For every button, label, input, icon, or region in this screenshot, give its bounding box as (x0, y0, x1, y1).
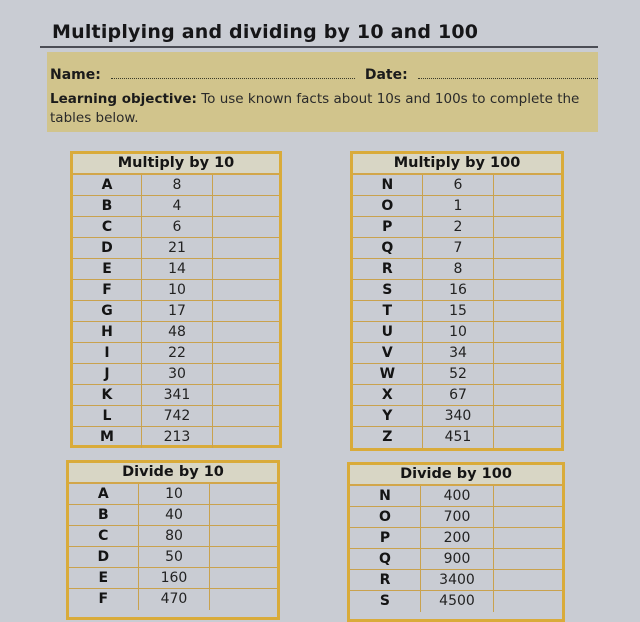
answer-cell[interactable] (494, 175, 561, 195)
table-row (73, 385, 279, 406)
row-value: 17 (142, 301, 213, 321)
answer-cell[interactable] (494, 385, 561, 405)
row-value: 67 (423, 385, 495, 405)
row-value: 16 (423, 280, 495, 300)
row-value: 40 (139, 505, 211, 525)
table-heading: Divide by 10 (69, 463, 277, 484)
row-value: 14 (142, 259, 213, 279)
row-letter: R (353, 259, 423, 279)
row-value: 30 (142, 364, 213, 384)
row-letter: B (69, 505, 139, 525)
answer-cell[interactable] (494, 427, 561, 448)
answer-cell[interactable] (213, 217, 279, 237)
table-row (353, 385, 561, 406)
answer-cell[interactable] (494, 238, 561, 258)
table-row (353, 259, 561, 280)
row-letter: Q (350, 549, 421, 569)
row-letter: E (73, 259, 142, 279)
table-row (353, 217, 561, 238)
table-row (350, 549, 562, 570)
row-value: 7 (423, 238, 495, 258)
table-row (73, 343, 279, 364)
name-date-row (50, 66, 598, 84)
row-letter: D (73, 238, 142, 258)
table-row (73, 280, 279, 301)
row-letter: Y (353, 406, 423, 426)
row-value: 8 (142, 175, 213, 195)
row-value: 50 (139, 547, 211, 567)
row-letter: P (353, 217, 423, 237)
table-row (69, 568, 277, 589)
answer-cell[interactable] (494, 364, 561, 384)
table-row (353, 280, 561, 301)
answer-cell[interactable] (494, 570, 562, 590)
row-value: 700 (421, 507, 494, 527)
table-row (353, 427, 561, 448)
row-letter: V (353, 343, 423, 363)
table-row (350, 507, 562, 528)
row-value: 742 (142, 406, 213, 426)
answer-cell[interactable] (210, 526, 277, 546)
row-letter: O (350, 507, 421, 527)
info-box (47, 52, 598, 132)
row-letter: A (73, 175, 142, 195)
row-value: 451 (423, 427, 495, 448)
row-letter: F (73, 280, 142, 300)
answer-cell[interactable] (213, 343, 279, 363)
row-value: 160 (139, 568, 211, 588)
table-row (353, 175, 561, 196)
answer-cell[interactable] (494, 322, 561, 342)
table-multiply-by-100 (350, 151, 564, 451)
row-letter: T (353, 301, 423, 321)
row-value: 3400 (421, 570, 494, 590)
name-label: Name: (50, 67, 101, 83)
row-value: 15 (423, 301, 495, 321)
table-multiply-by-10 (70, 151, 282, 448)
answer-cell[interactable] (213, 196, 279, 216)
row-value: 400 (421, 486, 494, 506)
row-letter: H (73, 322, 142, 342)
row-value: 1 (423, 196, 495, 216)
objective-text: To use known facts about 10s and 100s to complete the tables below. (50, 91, 580, 126)
row-value: 10 (139, 484, 211, 504)
row-value: 470 (139, 589, 211, 610)
answer-cell[interactable] (494, 301, 561, 321)
row-letter: S (350, 591, 421, 612)
row-value: 10 (142, 280, 213, 300)
answer-cell[interactable] (494, 549, 562, 569)
row-letter: B (73, 196, 142, 216)
table-row (73, 259, 279, 280)
table-row (353, 406, 561, 427)
table-row (350, 528, 562, 549)
answer-cell[interactable] (213, 175, 279, 195)
row-letter: X (353, 385, 423, 405)
table-row (69, 505, 277, 526)
answer-cell[interactable] (494, 528, 562, 548)
row-value: 4500 (421, 591, 494, 612)
row-letter: A (69, 484, 139, 504)
table-row (69, 589, 277, 610)
row-letter: U (353, 322, 423, 342)
table-row (350, 570, 562, 591)
table-row (73, 175, 279, 196)
row-letter: K (73, 385, 142, 405)
row-value: 48 (142, 322, 213, 342)
row-letter: Z (353, 427, 423, 448)
row-value: 900 (421, 549, 494, 569)
row-letter: J (73, 364, 142, 384)
table-row (69, 484, 277, 505)
answer-cell[interactable] (213, 406, 279, 426)
answer-cell[interactable] (213, 280, 279, 300)
objective-label: Learning objective: (50, 91, 197, 107)
table-row (69, 526, 277, 547)
answer-cell[interactable] (210, 589, 277, 610)
row-value: 8 (423, 259, 495, 279)
table-row (353, 343, 561, 364)
table-row (73, 217, 279, 238)
row-value: 10 (423, 322, 495, 342)
row-letter: L (73, 406, 142, 426)
table-divide-by-100 (347, 462, 565, 622)
row-value: 80 (139, 526, 211, 546)
row-value: 4 (142, 196, 213, 216)
answer-cell[interactable] (210, 505, 277, 525)
answer-cell[interactable] (213, 364, 279, 384)
row-letter: R (350, 570, 421, 590)
answer-cell[interactable] (213, 259, 279, 279)
row-letter: Q (353, 238, 423, 258)
row-value: 341 (142, 385, 213, 405)
worksheet-title: Multiplying and dividing by 10 and 100 (52, 21, 479, 43)
row-value: 34 (423, 343, 495, 363)
table-row (73, 364, 279, 385)
answer-cell[interactable] (213, 238, 279, 258)
learning-objective (50, 90, 590, 128)
row-letter: C (69, 526, 139, 546)
answer-cell[interactable] (210, 484, 277, 504)
table-row (353, 364, 561, 385)
table-row (353, 238, 561, 259)
row-letter: M (73, 427, 142, 448)
row-letter: C (73, 217, 142, 237)
date-label: Date: (364, 67, 408, 83)
row-value: 22 (142, 343, 213, 363)
table-row (353, 322, 561, 343)
row-value: 213 (142, 427, 213, 448)
table-row (350, 486, 562, 507)
answer-cell[interactable] (494, 406, 561, 426)
row-letter: S (353, 280, 423, 300)
table-row (73, 301, 279, 322)
table-row (69, 547, 277, 568)
answer-cell[interactable] (213, 427, 279, 448)
row-value: 200 (421, 528, 494, 548)
row-value: 52 (423, 364, 495, 384)
answer-cell[interactable] (494, 259, 561, 279)
row-letter: W (353, 364, 423, 384)
table-row (73, 427, 279, 448)
row-value: 6 (142, 217, 213, 237)
answer-cell[interactable] (494, 343, 561, 363)
answer-cell[interactable] (213, 322, 279, 342)
row-letter: D (69, 547, 139, 567)
date-field[interactable] (418, 66, 598, 79)
table-divide-by-10 (66, 460, 280, 620)
row-letter: E (69, 568, 139, 588)
table-row (353, 196, 561, 217)
table-row (73, 196, 279, 217)
answer-cell[interactable] (494, 486, 562, 506)
row-letter: F (69, 589, 139, 610)
row-letter: G (73, 301, 142, 321)
row-value: 6 (423, 175, 495, 195)
table-row (73, 238, 279, 259)
table-row (73, 406, 279, 427)
answer-cell[interactable] (494, 507, 562, 527)
answer-cell[interactable] (210, 547, 277, 567)
title-underline (40, 46, 598, 48)
row-letter: O (353, 196, 423, 216)
answer-cell[interactable] (210, 568, 277, 588)
row-value: 2 (423, 217, 495, 237)
row-letter: P (350, 528, 421, 548)
row-letter: N (353, 175, 423, 195)
table-heading: Divide by 100 (350, 465, 562, 486)
answer-cell[interactable] (494, 196, 561, 216)
table-heading: Multiply by 100 (353, 154, 561, 175)
answer-cell[interactable] (494, 217, 561, 237)
table-row (353, 301, 561, 322)
row-letter: N (350, 486, 421, 506)
row-letter: I (73, 343, 142, 363)
answer-cell[interactable] (494, 280, 561, 300)
table-row (73, 322, 279, 343)
name-field[interactable] (111, 66, 355, 79)
table-heading: Multiply by 10 (73, 154, 279, 175)
answer-cell[interactable] (213, 301, 279, 321)
row-value: 340 (423, 406, 495, 426)
row-value: 21 (142, 238, 213, 258)
answer-cell[interactable] (213, 385, 279, 405)
